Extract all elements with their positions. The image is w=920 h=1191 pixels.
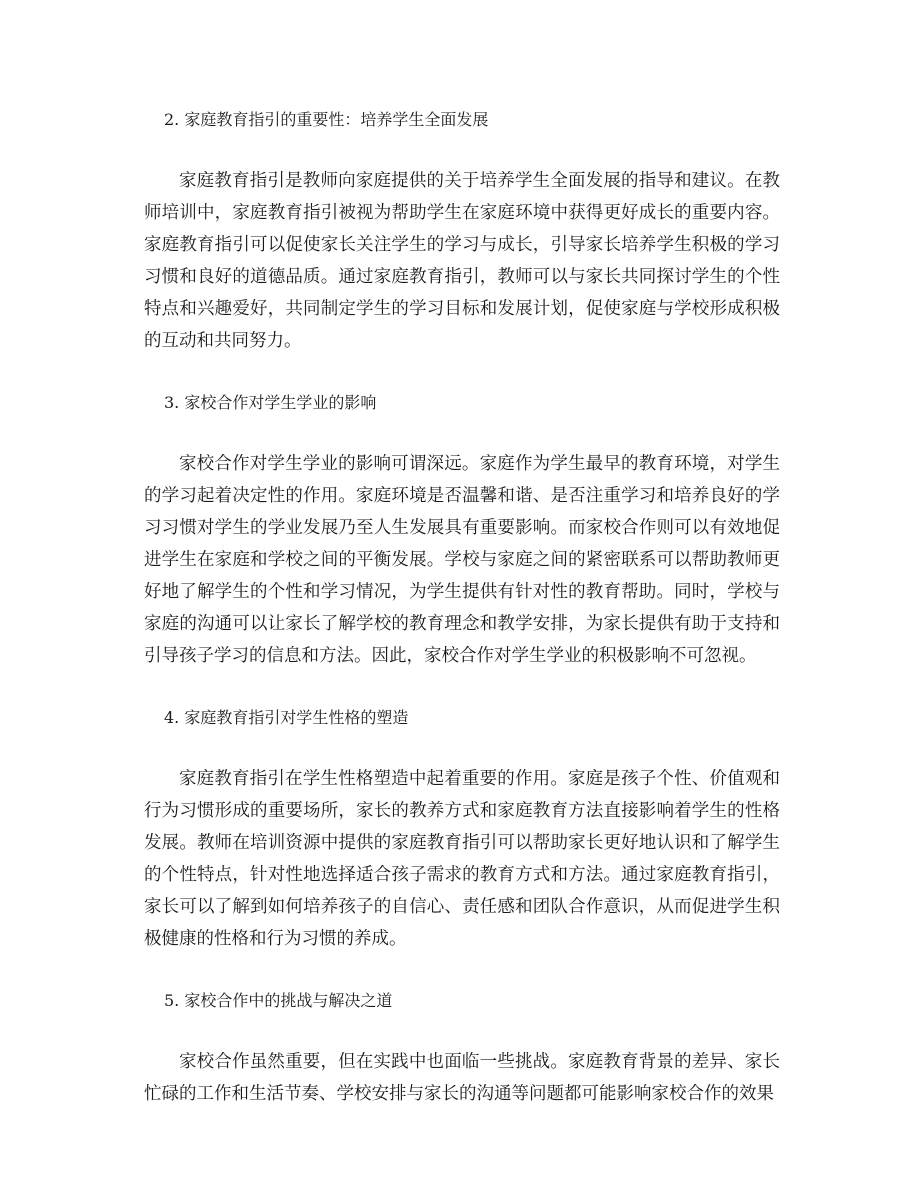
section-paragraph: 家庭教育指引在学生性格塑造中起着重要的作用。家庭是孩子个性、价值观和行为习惯形成的重要场所，家长的教养方式和家庭教育方法直接影响着学生的性格发展。教师在培训资源中提供的家庭教育指引可以帮助家长更好地认识和了解学生的个性特点，针对性地选择适合孩子需求的教育方式和方法。通过家庭教育指引，家长可以了解到如何培养孩子的自信心、责任感和团队合作意识，从而促进学生积极健康的性格和行为习惯的养成。 [144, 769, 780, 949]
section-paragraph: 家校合作对学生学业的影响可谓深远。家庭作为学生最早的教育环境，对学生的学习起着决定性的作用。家庭环境是否温馨和谐、是否注重学习和培养良好的学习习惯对学生的学业发展乃至人生发展具有重要影响。而家校合作则可以有效地促进学生在家庭和学校之间的平衡发展。学校与家庭之间的紧密联系可以帮助教师更好地了解学生的个性和学习情况，为学生提供有针对性的教育帮助。同时，学校与家庭的沟通可以让家长了解学校的教育理念和教学安排，为家长提供有助于支持和引导孩子学习的信息和方法。因此，家校合作对学生学业的积极影响不可忽视。 [144, 454, 780, 666]
section-heading: 5. 家校合作中的挑战与解决之道 [164, 991, 393, 1010]
section-heading: 3. 家校合作对学生学业的影响 [164, 393, 377, 412]
section-heading: 2. 家庭教育指引的重要性：培养学生全面发展 [164, 110, 489, 129]
section-heading: 4. 家庭教育指引对学生性格的塑造 [164, 708, 409, 727]
document-page [144, 104, 780, 1110]
section-paragraph: 家校合作虽然重要，但在实践中也面临一些挑战。家庭教育背景的差异、家长忙碌的工作和生活节奏、学校安排与家长的沟通等问题都可能影响家校合作的效果 [144, 1052, 780, 1104]
section-paragraph: 家庭教育指引是教师向家庭提供的关于培养学生全面发展的指导和建议。在教师培训中，家庭教育指引被视为帮助学生在家庭环境中获得更好成长的重要内容。家庭教育指引可以促使家长关注学生的学习与成长，引导家长培养学生积极的学习习惯和良好的道德品质。通过家庭教育指引，教师可以与家长共同探讨学生的个性特点和兴趣爱好，共同制定学生的学习目标和发展计划，促使家庭与学校形成积极的互动和共同努力。 [144, 171, 780, 351]
